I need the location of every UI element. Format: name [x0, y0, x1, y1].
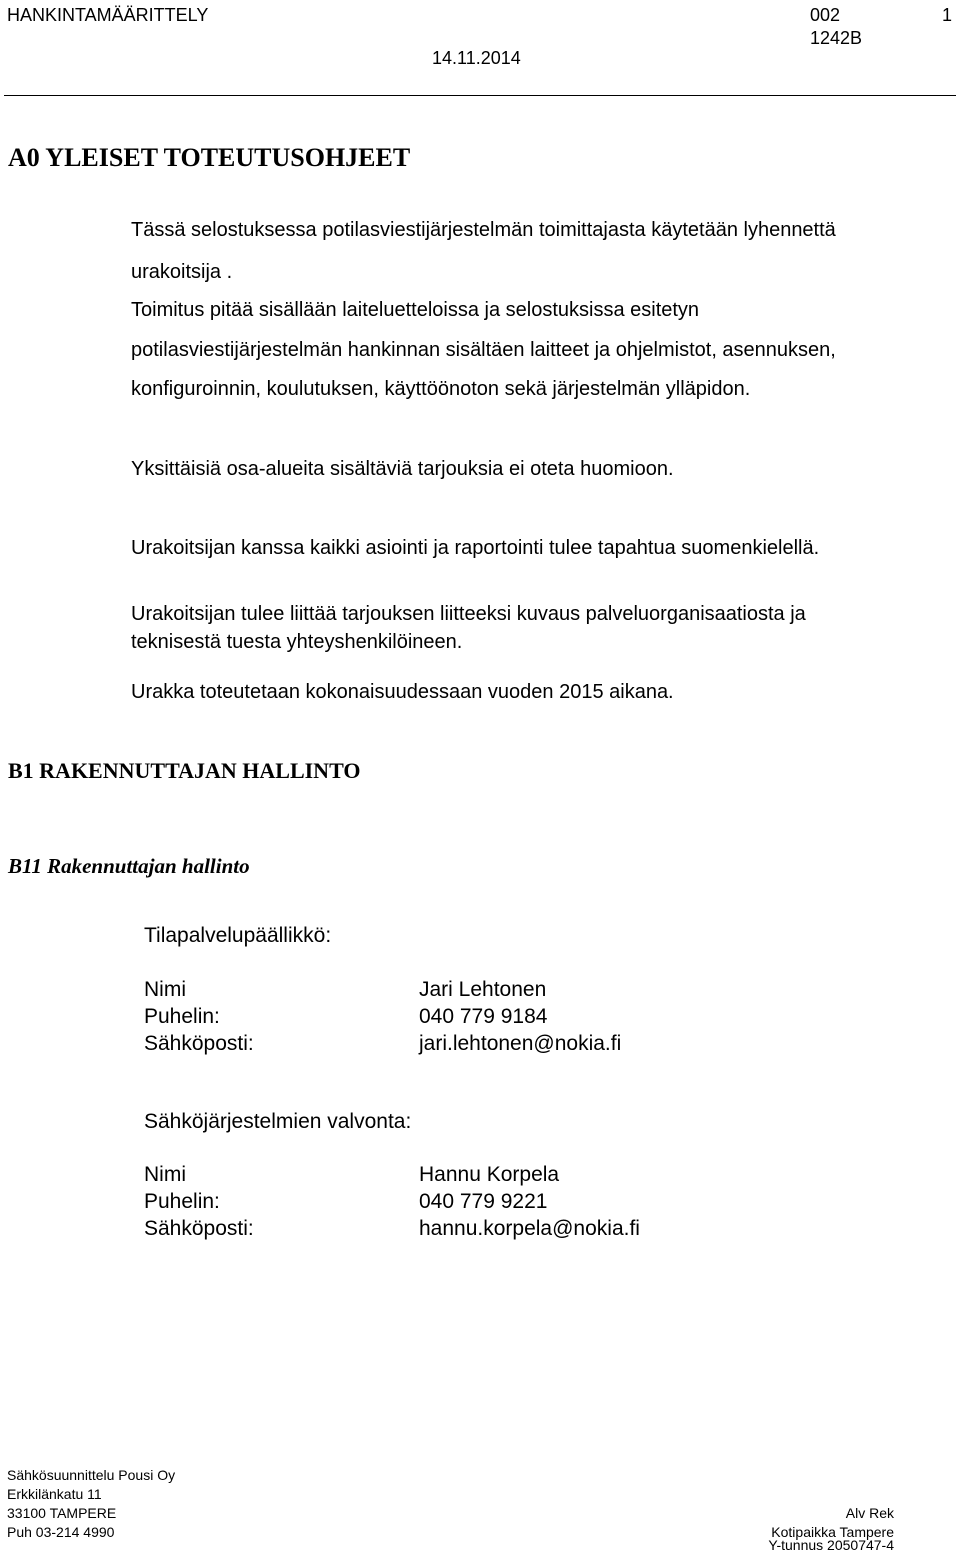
contact-phone: 040 779 9221 — [419, 1190, 548, 1213]
paragraph-line: Urakka toteutetaan kokonaisuudessaan vuoden 2015 aikana. — [131, 681, 674, 703]
contact-name: Hannu Korpela — [419, 1163, 560, 1186]
contact-role: Sähköjärjestelmien valvonta: — [144, 1110, 412, 1133]
contact-phone: 040 779 9184 — [419, 1005, 548, 1028]
contact-phone-label: Puhelin: — [144, 1190, 220, 1213]
document-code: 002 — [810, 5, 841, 25]
paragraph-line: Urakoitsijan kanssa kaikki asiointi ja raportointi tulee tapahtua suomenkielellä. — [131, 537, 820, 559]
paragraph-line: Toimitus pitää sisällään laiteluetteloissa ja selostuksissa esitetyn — [131, 299, 700, 321]
paragraph-line: potilasviestijärjestelmän hankinnan sisältäen laitteet ja ohjelmistot, asennuksen, — [131, 339, 836, 361]
footer-vat: Alv Rek — [845, 1505, 894, 1521]
paragraph-line: teknisestä tuesta yhteyshenkilöineen. — [131, 631, 463, 653]
footer-street: Erkkilänkatu 11 — [7, 1486, 102, 1502]
document-id: 1242B — [810, 28, 863, 48]
header-divider — [4, 95, 956, 96]
subsection-heading-b11: B11 Rakennuttajan hallinto — [8, 854, 250, 878]
paragraph-line: Urakoitsijan tulee liittää tarjouksen liitteeksi kuvaus palveluorganisaatiosta ja — [131, 603, 806, 625]
contact-email-label: Sähköposti: — [144, 1032, 254, 1055]
footer-business-id: Y-tunnus 2050747-4 — [768, 1537, 894, 1553]
document-title: HANKINTAMÄÄRITTELY — [7, 5, 209, 25]
document-date: 14.11.2014 — [432, 48, 521, 68]
page-number: 1 — [942, 5, 953, 25]
paragraph-line: urakoitsija . — [131, 261, 233, 283]
section-heading-a0: A0 YLEISET TOTEUTUSOHJEET — [8, 143, 411, 172]
paragraph-line: konfiguroinnin, koulutuksen, käyttöönoton sekä järjestelmän ylläpidon. — [131, 378, 751, 400]
contact-name: Jari Lehtonen — [419, 978, 547, 1001]
contact-phone-label: Puhelin: — [144, 1005, 220, 1028]
paragraph-line: Yksittäisiä osa-alueita sisältäviä tarjouksia ei oteta huomioon. — [131, 458, 674, 480]
contact-email-label: Sähköposti: — [144, 1217, 254, 1240]
footer-city: 33100 TAMPERE — [7, 1505, 117, 1521]
contact-name-label: Nimi — [144, 1163, 186, 1186]
contact-role: Tilapalvelupäällikkö: — [144, 924, 332, 947]
contact-name-label: Nimi — [144, 978, 186, 1001]
section-heading-b1: B1 RAKENNUTTAJAN HALLINTO — [8, 758, 361, 783]
contact-email: hannu.korpela@nokia.fi — [419, 1217, 640, 1240]
paragraph-line: Tässä selostuksessa potilasviestijärjestelmän toimittajasta käytetään lyhennettä — [131, 219, 836, 241]
contact-email: jari.lehtonen@nokia.fi — [419, 1032, 622, 1055]
footer-company: Sähkösuunnittelu Pousi Oy — [7, 1467, 176, 1483]
footer-phone: Puh 03-214 4990 — [7, 1524, 115, 1540]
footer-domicile: Kotipaikka Tampere — [771, 1524, 894, 1540]
